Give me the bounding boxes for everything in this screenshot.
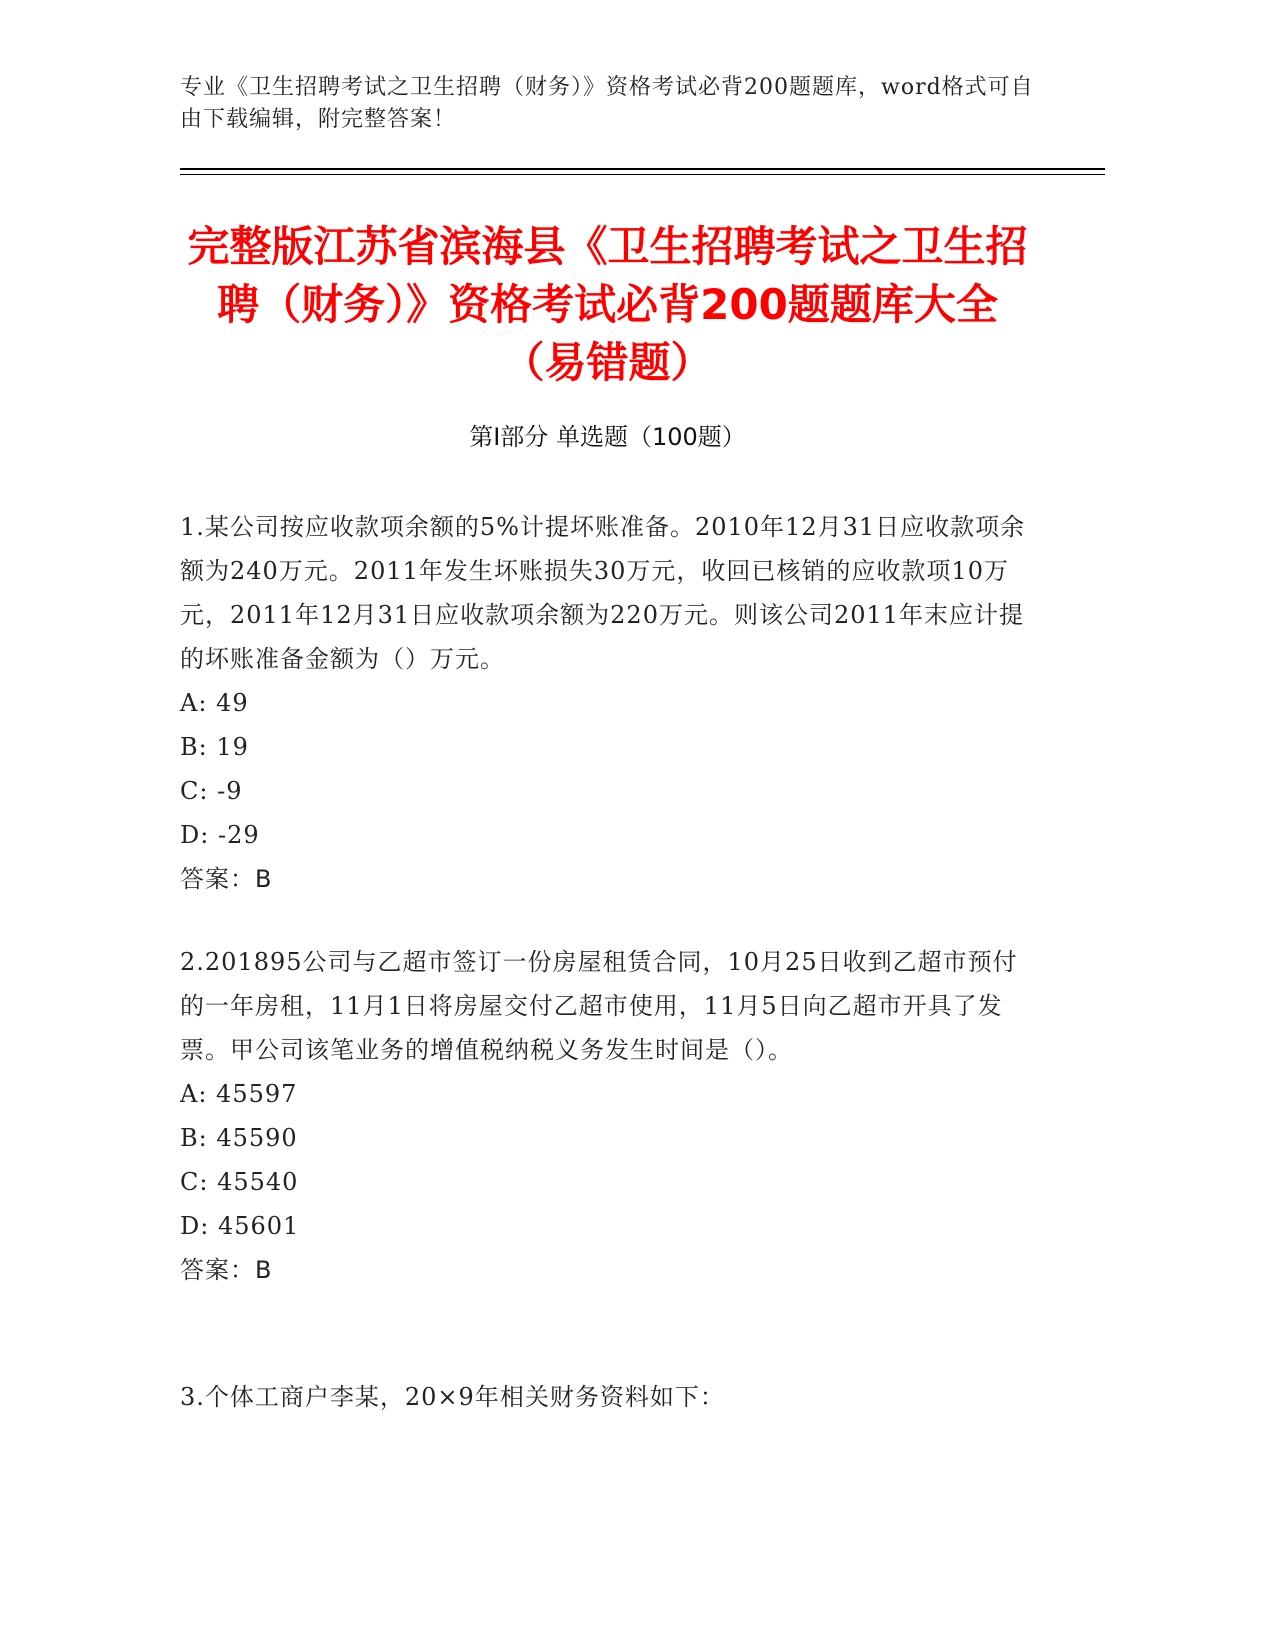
question-stem: 2.201895公司与乙超市签订一份房屋租赁合同，10月25日收到乙超市预付的一年房租，11月1日将房屋交付乙超市使用，11月5日向乙超市开具了发票。甲公司该笔业务的增值税纳税义务发生时间是（）。 xyxy=(180,948,1018,1064)
option-b: B: 45590 xyxy=(180,1124,298,1152)
answer: 答案：B xyxy=(180,1256,273,1284)
question-2 xyxy=(180,940,1040,1292)
option-d: D: -29 xyxy=(180,821,260,849)
section-title: 第I部分 单选题（100题） xyxy=(469,423,746,451)
header-divider-thick xyxy=(180,168,1105,170)
answer: 答案：B xyxy=(180,865,273,893)
document-title: 完整版江苏省滨海县《卫生招聘考试之卫生招聘（财务）》资格考试必背200题题库大全（易错题） xyxy=(187,222,1028,387)
question-1 xyxy=(180,505,1040,901)
option-a: A: 45597 xyxy=(180,1080,298,1108)
header-note: 专业《卫生招聘考试之卫生招聘（财务）》资格考试必背200题题库，word格式可自由下载编辑，附完整答案！ xyxy=(180,75,1034,132)
option-a: A: 49 xyxy=(180,689,249,717)
question-stem: 3.个体工商户李某，20×9年相关财务资料如下： xyxy=(180,1383,725,1411)
option-b: B: 19 xyxy=(180,733,249,761)
option-c: C: -9 xyxy=(180,777,243,805)
option-d: D: 45601 xyxy=(180,1212,300,1240)
question-3 xyxy=(180,1375,1040,1419)
question-stem: 1.某公司按应收款项余额的5%计提坏账准备。2010年12月31日应收款项余额为240万元。2011年发生坏账损失30万元，收回已核销的应收款项10万元，2011年12月31日应收款项余额为220万元。则该公司2011年末应计提的坏账准备金额为（）万元。 xyxy=(180,513,1026,673)
header-divider-thin xyxy=(180,174,1105,175)
option-c: C: 45540 xyxy=(180,1168,299,1196)
